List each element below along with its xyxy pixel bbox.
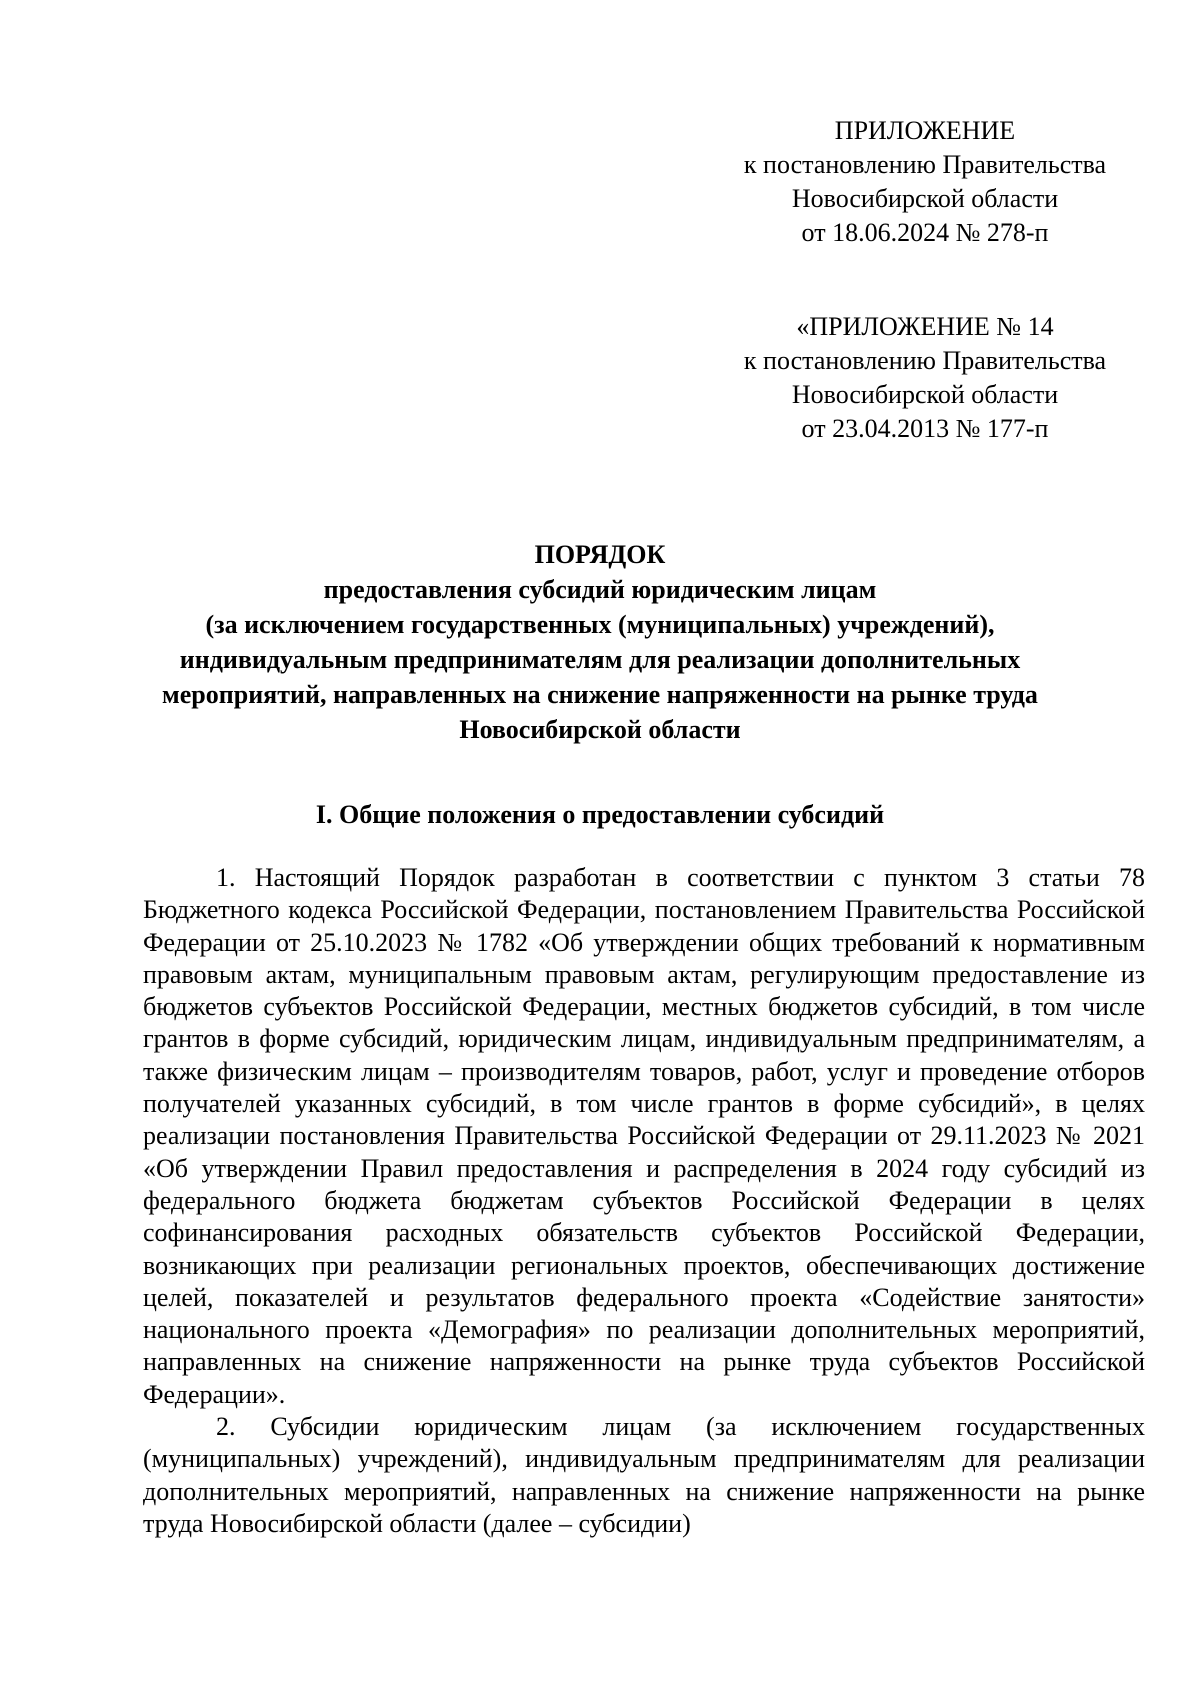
approval-heading: «ПРИЛОЖЕНИЕ № 14: [796, 312, 1054, 341]
approval-stamp-original: [700, 310, 1150, 446]
title-line: мероприятий, направленных на снижение напряженности на рынке труда: [162, 680, 1038, 709]
paragraph: 2. Субсидии юридическим лицам (за исключением государственных (муниципальных) учреждений), индивидуальным предпринимателям для реализации дополнительных мероприятий, направленных на снижение напряженности на рынке труда Новосибирской области (далее – субсидии): [143, 1412, 1145, 1538]
approval-heading: ПРИЛОЖЕНИЕ: [834, 116, 1016, 145]
title-line: Новосибирской области: [459, 715, 741, 744]
title-line: предоставления субсидий юридическим лицам: [323, 575, 877, 604]
approval-date-number: от 18.06.2024 № 278-п: [801, 218, 1049, 247]
approval-date-number: от 23.04.2013 № 177-п: [801, 414, 1049, 443]
approval-line: Новосибирской области: [791, 184, 1059, 213]
approval-stamp-current: [700, 114, 1150, 250]
approval-line: к постановлению Правительства: [743, 150, 1107, 179]
title-line: индивидуальным предпринимателям для реализации дополнительных: [179, 645, 1021, 674]
approval-line: к постановлению Правительства: [743, 346, 1107, 375]
approval-line: Новосибирской области: [791, 380, 1059, 409]
section-body: [143, 862, 1145, 1540]
paragraph: 1. Настоящий Порядок разработан в соответствии с пунктом 3 статьи 78 Бюджетного кодекса Российской Федерации, постановлением Правительства Российской Федерации от 25.10.2023 № 1782 «Об утверждении общих требований к нормативным правовым актам, муниципальным правовым актам, регулирующим предоставление из бюджетов субъектов Российской Федерации, местных бюджетов субсидий, в том числе грантов в форме субсидий, юридическим лицам, индивидуальным предпринимателям, а также физическим лицам – производителям товаров, работ, услуг и проведение отборов получателей указанных субсидий, в том числе грантов в форме субсидий», в целях реализации постановления Правительства Российской Федерации от 29.11.2023 № 2021 «Об утверждении Правил предоставления и распределения в 2024 году субсидий из федерального бюджета бюджетам субъектов Российской Федерации в целях софинансирования расходных обязательств субъектов Российской Федерации, возникающих при реализации региональных проектов, обеспечивающих достижение целей, показателей и результатов федерального проекта «Содействие занятости» национального проекта «Демография» по реализации дополнительных мероприятий, направленных на снижение напряженности на рынке труда субъектов Российской Федерации».: [143, 863, 1145, 1409]
section-heading: I. Общие положения о предоставлении субсидий: [315, 800, 885, 829]
title-main: ПОРЯДОК: [534, 540, 666, 569]
document-title: [120, 537, 1080, 747]
title-line: (за исключением государственных (муниципальных) учреждений),: [205, 610, 995, 639]
